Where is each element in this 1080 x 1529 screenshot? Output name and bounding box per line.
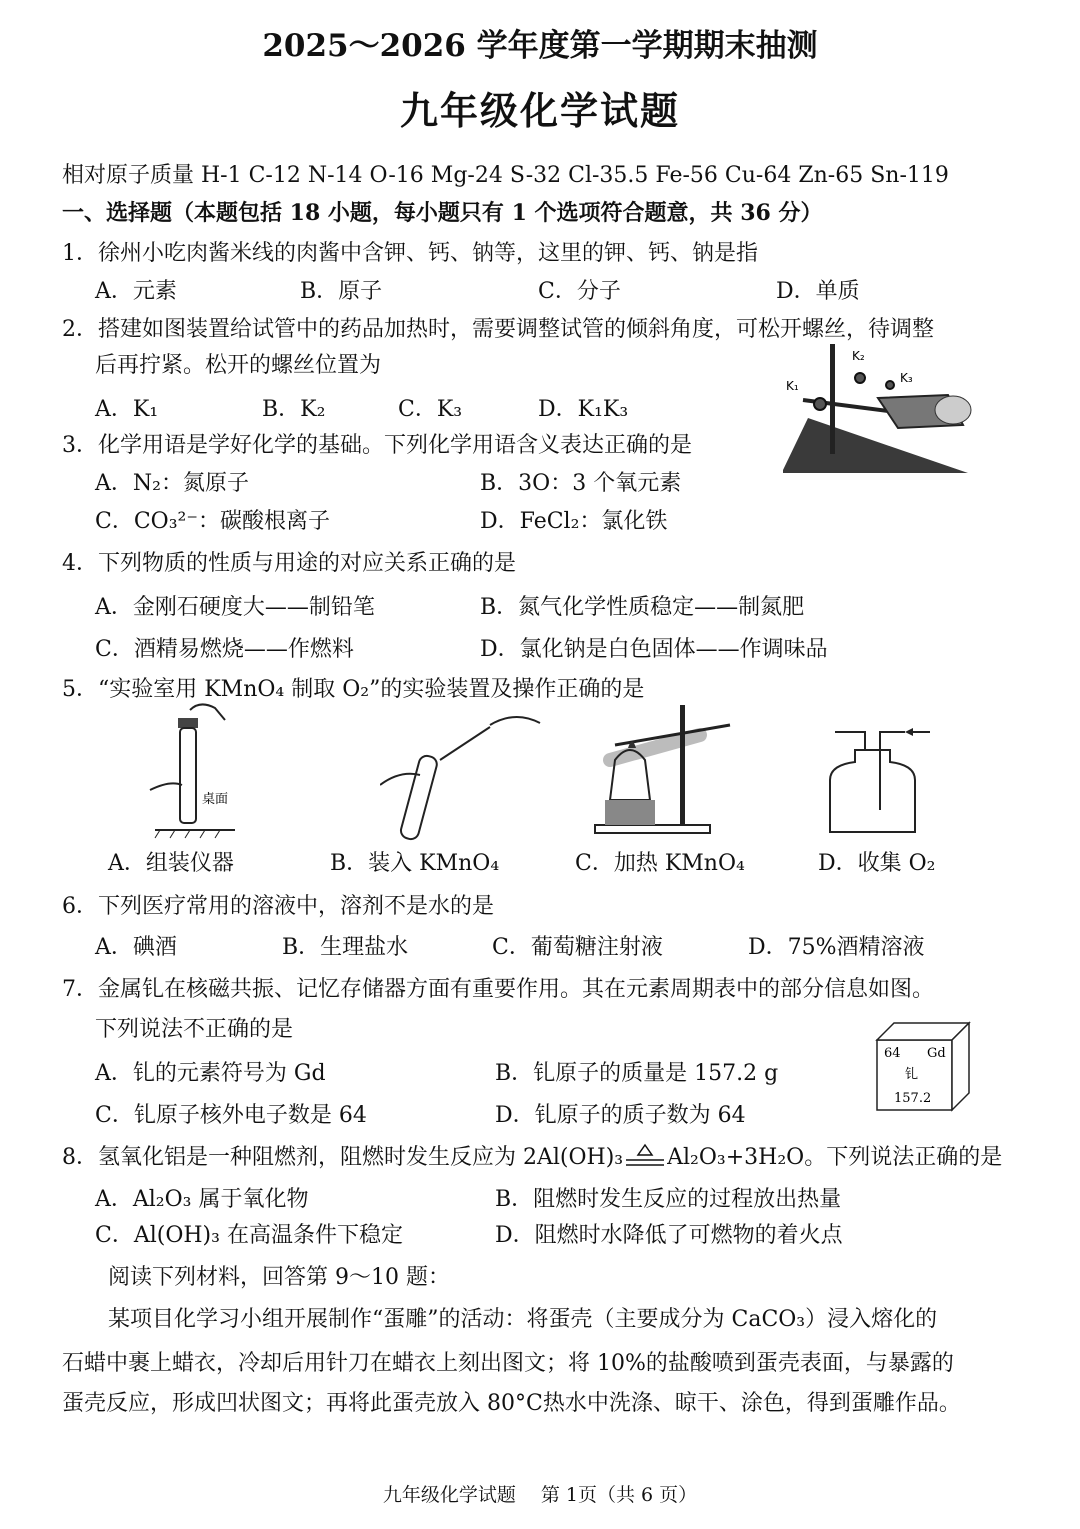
assemble-apparatus-figure [140, 700, 250, 840]
arrowhead-icon [905, 728, 913, 736]
q8-option-d: D．阻燃时水降低了可燃物的着火点 [495, 1223, 843, 1248]
q3-option-d: D．FeCl₂：氯化铁 [480, 509, 668, 534]
q7-option-a: A．钆的元素符号为 Gd [95, 1061, 326, 1086]
q7-stem-line2: 下列说法不正确的是 [95, 1017, 294, 1042]
q2-option-b: B．K₂ [262, 397, 326, 422]
iron-stand-figure [778, 340, 978, 480]
lamp-body [605, 800, 655, 825]
rubber-stopper [178, 718, 198, 728]
reading-line1: 某项目化学习小组开展制作“蛋雕”的活动：将蛋壳（主要成分为 CaCO₃）浸入熔化的 [108, 1307, 938, 1332]
atomic-number: 64 [884, 1046, 901, 1061]
page-footer: 九年级化学试题 第 1页（共 6 页） [382, 1484, 698, 1506]
inlet-tube [835, 732, 865, 750]
q8-stem [62, 1140, 1002, 1171]
hand-right-icon [490, 717, 540, 725]
q1-option-b: B．原子 [300, 279, 383, 304]
k1-screw-icon [814, 398, 826, 410]
q8-option-c: C．Al(OH)₃ 在高温条件下稳定 [95, 1223, 403, 1248]
k2-screw-icon [855, 373, 865, 383]
q2-stem-line1: 2．搭建如图装置给试管中的药品加热时，需要调整试管的倾斜角度，可松开螺丝，待调整 [62, 317, 935, 342]
delta-icon [638, 1145, 652, 1155]
hand-top-icon [190, 704, 225, 720]
q1-stem: 1．徐州小吃肉酱米线的肉酱中含钾、钙、钠等，这里的钾、钙、钠是指 [62, 241, 758, 266]
spatula [440, 727, 490, 760]
fig-k1-label: K₁ [786, 379, 799, 393]
q4-option-d: D．氯化钠是白色固体——作调味品 [480, 637, 828, 662]
collect-o2-figure [825, 720, 935, 840]
reading-intro: 阅读下列材料，回答第 9～10 题： [108, 1265, 450, 1290]
heat-equals-sign [623, 1147, 667, 1169]
desk-hatch [215, 830, 220, 838]
fig-k2-label: K₂ [852, 349, 865, 363]
element-cell-figure [872, 1020, 972, 1112]
element-name: 钆 [905, 1067, 919, 1082]
long-tube [880, 732, 905, 810]
element-symbol: Gd [927, 1046, 946, 1061]
section-heading: 一、选择题（本题包括 18 小题，每小题只有 1 个选项符合题意，共 36 分） [62, 200, 823, 226]
q5-stem: 5．“实验室用 KMnO₄ 制取 O₂”的实验装置及操作正确的是 [62, 677, 645, 702]
test-tube-mouth [935, 396, 971, 424]
q4-option-a: A．金刚石硬度大——制铅笔 [95, 595, 375, 620]
stand-rod [830, 344, 835, 454]
q2-stem-line2: 后再拧紧。松开的螺丝位置为 [95, 353, 382, 378]
q3-option-c: C．CO₃²⁻：碳酸根离子 [95, 509, 330, 534]
q5-option-b: B．装入 KMnO₄ [330, 851, 500, 876]
desk-hatch [155, 830, 160, 838]
q6-option-c: C．葡萄糖注射液 [492, 935, 663, 960]
q1-option-a: A．元素 [95, 279, 177, 304]
desk-label: 桌面 [202, 792, 229, 807]
atomic-masses: 相对原子质量 H-1 C-12 N-14 O-16 Mg-24 S-32 Cl-35.5 Fe-56 Cu-64 Zn-65 Sn-119 [62, 163, 949, 188]
q5-option-c: C．加热 KMnO₄ [575, 851, 745, 876]
stand-rod [680, 705, 685, 830]
desk-hatch [170, 830, 175, 838]
q6-option-a: A．碘酒 [95, 935, 177, 960]
q3-stem: 3．化学用语是学好化学的基础。下列化学用语含义表达正确的是 [62, 433, 692, 458]
test-tube [399, 754, 438, 841]
q5-option-d: D．收集 O₂ [818, 851, 936, 876]
load-kmno4-figure [380, 705, 550, 845]
q4-option-c: C．酒精易燃烧——作燃料 [95, 637, 354, 662]
reading-line3: 蛋壳反应，形成凹状图文；再将此蛋壳放入 80°C热水中洗涤、晾干、涂色，得到蛋雕作品。 [62, 1391, 961, 1416]
q5-option-a: A．组装仪器 [108, 851, 234, 876]
exam-title: 2025～2026 学年度第一学期期末抽测 [262, 28, 818, 64]
q8-option-a: A．Al₂O₃ 属于氧化物 [95, 1187, 309, 1212]
atomic-mass: 157.2 [894, 1091, 932, 1106]
q4-stem: 4．下列物质的性质与用途的对应关系正确的是 [62, 551, 516, 576]
q7-option-d: D．钆原子的质子数为 64 [495, 1103, 746, 1128]
q2-option-d: D．K₁K₃ [538, 397, 629, 422]
exam-subtitle: 九年级化学试题 [399, 88, 680, 133]
k3-screw-icon [886, 381, 894, 389]
q7-option-c: C．钆原子核外电子数是 64 [95, 1103, 367, 1128]
q1-option-d: D．单质 [776, 279, 860, 304]
q2-option-a: A．K₁ [95, 397, 159, 422]
q3-option-a: A．N₂：氮原子 [95, 471, 249, 496]
q2-option-c: C．K₃ [398, 397, 463, 422]
q6-option-b: B．生理盐水 [282, 935, 409, 960]
q7-option-b: B．钆原子的质量是 157.2 g [495, 1061, 779, 1086]
q1-option-c: C．分子 [538, 279, 621, 304]
q4-option-b: B．氮气化学性质稳定——制氮肥 [480, 595, 805, 620]
fig-k3-label: K₃ [900, 371, 913, 385]
gas-bottle [830, 750, 915, 832]
desk-hatch [185, 830, 190, 838]
desk-hatch [200, 830, 205, 838]
q6-stem: 6．下列医疗常用的溶液中，溶剂不是水的是 [62, 894, 494, 919]
heat-kmno4-figure [590, 700, 740, 840]
q7-stem-line1: 7．金属钆在核磁共振、记忆存储器方面有重要作用。其在元素周期表中的部分信息如图。 [62, 977, 935, 1002]
q8-stem-pre: 8．氢氧化铝是一种阻燃剂，阻燃时发生反应为 2Al(OH)₃ [62, 1145, 624, 1170]
q6-option-d: D．75%酒精溶液 [748, 935, 925, 960]
reading-line2: 石蜡中裹上蜡衣，冷却后用针刀在蜡衣上刻出图文；将 10%的盐酸喷到蛋壳表面，与暴露的 [62, 1351, 954, 1376]
q8-stem-post: Al₂O₃+3H₂O。下列说法正确的是 [667, 1145, 1003, 1170]
q3-option-b: B．3O：3 个氧元素 [480, 471, 682, 496]
stand-base [595, 825, 710, 833]
hand-side-icon [150, 783, 182, 790]
test-tube [180, 728, 196, 823]
q8-option-b: B．阻燃时发生反应的过程放出热量 [495, 1187, 842, 1212]
